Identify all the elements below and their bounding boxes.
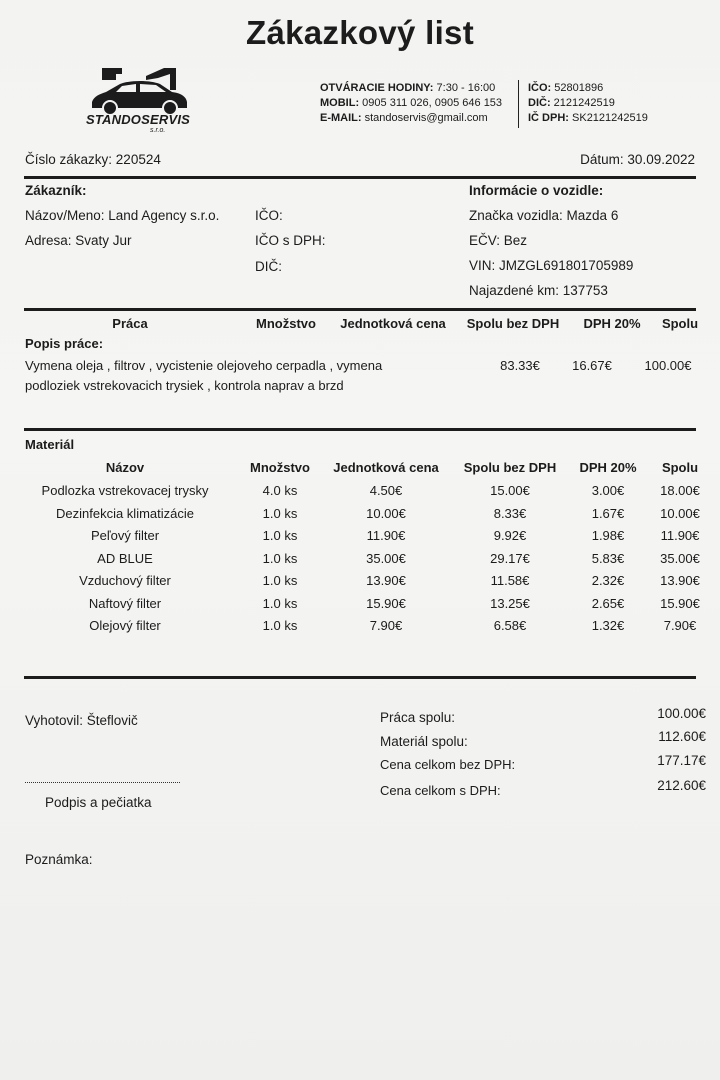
ico-value: 52801896 — [554, 82, 604, 94]
work-header-qty: Množstvo — [256, 316, 316, 331]
dic-label: DIČ: — [528, 97, 551, 109]
material-header-unit: Jednotková cena — [333, 460, 439, 475]
prepared-by: Vyhotovil: Šteflovič — [25, 713, 138, 728]
email-label: E-MAIL: — [320, 112, 362, 124]
contact-hours — [320, 80, 495, 96]
work-header-work: Práca — [112, 316, 148, 331]
work-header-net: Spolu bez DPH — [466, 316, 560, 331]
contact-separator — [518, 80, 519, 128]
material-name: Peľový filter — [90, 528, 160, 543]
company-suffix: s.r.o. — [150, 127, 166, 134]
material-header-total: Spolu — [661, 460, 699, 475]
material-header-name: Názov — [105, 460, 145, 475]
material-name: Podlozka vstrekovacej trysky — [41, 483, 209, 498]
material-heading: Materiál — [25, 437, 75, 452]
work-header-unit: Jednotková cena — [340, 316, 446, 331]
material-net: 13.25€ — [490, 595, 530, 611]
work-vat: 16.67€ — [572, 358, 612, 373]
material-unit-price: 11.90€ — [366, 528, 406, 543]
work-desc-line: podloziek vstrekovacich trysiek , kontrola naprav a brzd — [25, 378, 344, 393]
vehicle-heading: Informácie o vozidle: — [469, 183, 604, 198]
customer-dic: DIČ: — [255, 259, 282, 274]
material-total: 35.00€ — [660, 550, 700, 566]
work-total: 100.00€ — [644, 358, 692, 373]
material-unit-price: 13.90€ — [366, 573, 406, 588]
order-number — [25, 152, 161, 167]
dic-value: 2121242519 — [553, 97, 615, 109]
work-total-value: 100.00€ — [657, 706, 706, 721]
material-unit-price: 7.90€ — [369, 618, 403, 633]
material-vat: 3.00€ — [591, 483, 625, 498]
work-desc-line: Vymena oleja , filtrov , vycistenie olejoveho cerpadla , vymena — [25, 358, 383, 373]
hours-label: OTVÁRACIE HODINY: — [320, 82, 434, 94]
material-net: 9.92€ — [493, 528, 527, 543]
material-qty: 1.0 ks — [262, 618, 298, 633]
material-net: 11.58€ — [490, 573, 530, 588]
material-vat: 2.32€ — [591, 573, 625, 588]
note-label: Poznámka: — [25, 852, 93, 867]
material-total: 10.00€ — [660, 505, 700, 521]
material-total: 15.90€ — [660, 595, 700, 611]
material-vat: 1.67€ — [591, 505, 625, 521]
vehicle-km: Najazdené km: 137753 — [469, 283, 608, 298]
mobile-value: 0905 311 026, 0905 646 153 — [362, 97, 503, 109]
customer-ico-dph: IČO s DPH: — [255, 233, 326, 248]
hours-value: 7:30 - 16:00 — [436, 82, 496, 94]
company-icdph — [528, 110, 648, 126]
divider — [24, 176, 696, 179]
work-header-total: Spolu — [661, 316, 699, 331]
material-net: 29.17€ — [490, 550, 530, 566]
material-net: 8.33€ — [493, 505, 527, 521]
material-vat: 2.65€ — [591, 595, 625, 611]
net-total-label: Cena celkom bez DPH: — [380, 757, 516, 772]
material-name: Olejový filter — [89, 618, 161, 633]
work-header-vat: DPH 20% — [583, 316, 641, 331]
material-total: 18.00€ — [660, 483, 700, 498]
icdph-label: IČ DPH: — [528, 112, 569, 124]
ico-label: IČO: — [528, 82, 552, 94]
material-name: Dezinfekcia klimatizácie — [56, 505, 194, 521]
material-total-label: Materiál spolu: — [380, 734, 468, 749]
customer-ico: IČO: — [255, 208, 283, 223]
icdph-value: SK2121242519 — [572, 112, 648, 124]
material-vat: 1.32€ — [591, 618, 625, 633]
divider — [24, 676, 696, 679]
work-desc-label: Popis práce: — [25, 336, 104, 351]
gross-total-value: 212.60€ — [657, 778, 706, 793]
company-dic — [528, 95, 615, 111]
material-header-vat: DPH 20% — [579, 460, 637, 475]
material-unit-price: 35.00€ — [366, 550, 406, 566]
material-net: 15.00€ — [490, 483, 530, 498]
material-unit-price: 15.90€ — [366, 595, 406, 611]
material-net: 6.58€ — [493, 618, 527, 633]
material-unit-price: 10.00€ — [366, 505, 406, 521]
signature-line — [25, 782, 180, 783]
contact-email — [320, 110, 488, 126]
customer-heading: Zákazník: — [25, 183, 87, 198]
order-number-value: 220524 — [115, 152, 161, 167]
order-number-label: Číslo zákazky: — [25, 152, 113, 167]
material-total: 7.90€ — [663, 618, 697, 633]
material-header-net: Spolu bez DPH — [463, 460, 557, 475]
material-name: Naftový filter — [88, 595, 162, 611]
material-name: AD BLUE — [97, 550, 153, 566]
net-total-value: 177.17€ — [657, 753, 706, 768]
order-date — [580, 152, 695, 167]
gross-total-label: Cena celkom s DPH: — [380, 783, 501, 798]
material-qty: 1.0 ks — [262, 550, 298, 566]
material-total: 13.90€ — [660, 573, 700, 588]
material-vat: 1.98€ — [591, 528, 625, 543]
vehicle-vin: VIN: JMZGL691801705989 — [469, 258, 634, 273]
material-total-value: 112.60€ — [658, 729, 706, 744]
material-qty: 1.0 ks — [262, 528, 298, 543]
email-value: standoservis@gmail.com — [364, 112, 488, 124]
material-unit-price: 4.50€ — [369, 483, 403, 498]
material-header-qty: Množstvo — [250, 460, 310, 475]
material-qty: 4.0 ks — [262, 483, 298, 498]
material-vat: 5.83€ — [591, 550, 625, 566]
document-title: Zákazkový list — [246, 14, 474, 51]
customer-name: Názov/Meno: Land Agency s.r.o. — [25, 208, 220, 223]
material-name: Vzduchový filter — [79, 573, 171, 588]
company-name: STANDOSERVIS — [86, 112, 191, 127]
material-qty: 1.0 ks — [262, 595, 298, 611]
divider — [24, 308, 696, 311]
work-total-label: Práca spolu: — [380, 710, 456, 725]
company-ico — [528, 80, 603, 96]
vehicle-ecv: EČV: Bez — [469, 233, 528, 248]
signature-label: Podpis a pečiatka — [45, 795, 152, 810]
vehicle-brand: Značka vozidla: Mazda 6 — [469, 208, 619, 223]
work-net: 83.33€ — [500, 358, 540, 373]
customer-address: Adresa: Svaty Jur — [25, 233, 132, 248]
material-total: 11.90€ — [660, 528, 700, 543]
order-date-value: 30.09.2022 — [627, 152, 695, 167]
mobile-label: MOBIL: — [320, 97, 360, 109]
material-qty: 1.0 ks — [262, 505, 298, 521]
divider — [24, 428, 696, 431]
order-date-label: Dátum: — [580, 152, 624, 167]
contact-mobile — [320, 95, 502, 111]
material-qty: 1.0 ks — [262, 573, 298, 588]
